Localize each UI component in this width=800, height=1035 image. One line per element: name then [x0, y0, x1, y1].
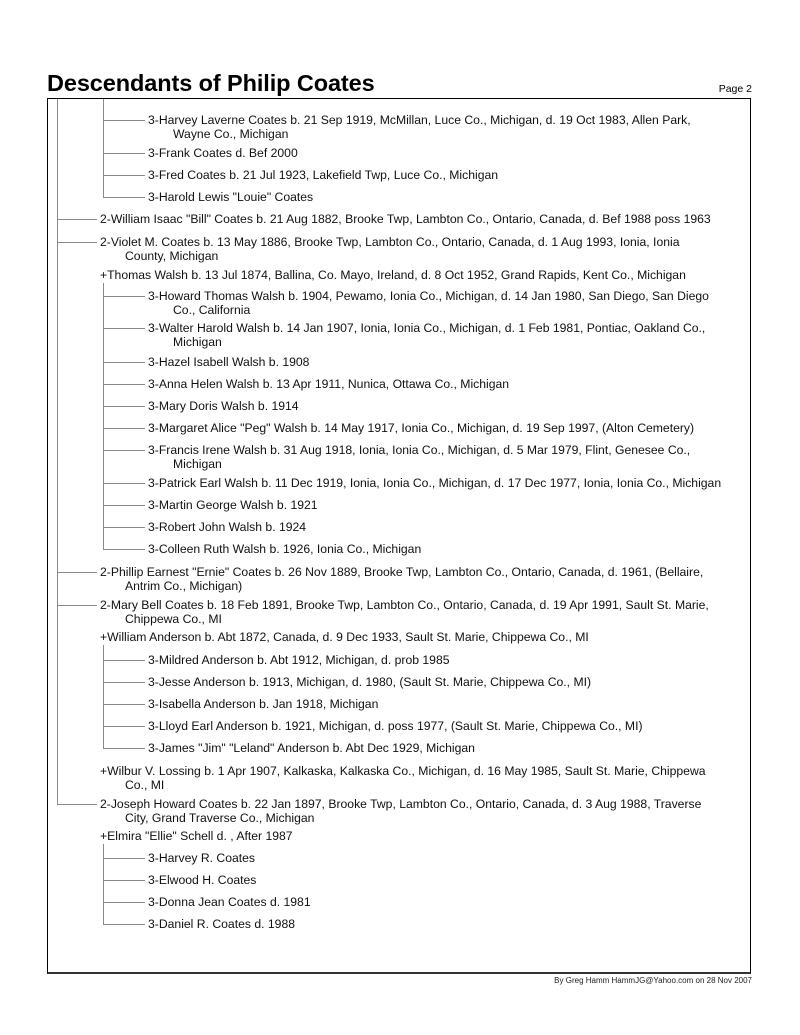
entry-continuation-line: Chippewa Co., MI — [125, 612, 222, 626]
entry-line: 3-Lloyd Earl Anderson b. 1921, Michigan, d. poss 1977, (Sault St. Marie, Chippewa Co., MI) — [148, 719, 643, 733]
descendant-entry-gen-3 — [148, 443, 690, 471]
descendant-entry-gen-2 — [100, 235, 680, 263]
entry-line: 2-Violet M. Coates b. 13 May 1886, Brooke Twp, Lambton Co., Ontario, Canada, d. 1 Aug 1993, Ionia, Ionia — [100, 235, 680, 249]
entry-line: 3-Francis Irene Walsh b. 31 Aug 1918, Ionia, Ionia Co., Michigan, d. 5 Mar 1979, Flint, Genesee Co., — [148, 443, 691, 457]
tree-connector — [103, 924, 145, 925]
entry-line: 3-Walter Harold Walsh b. 14 Jan 1907, Ionia, Ionia Co., Michigan, d. 1 Feb 1981, Pontiac, Oakland Co., — [148, 321, 706, 335]
tree-connector — [103, 328, 145, 329]
descendant-entry-gen-2 — [100, 797, 701, 825]
descendant-entry-gen-3 — [148, 421, 694, 435]
descendant-entry-gen-3 — [148, 873, 256, 887]
tree-line-generation-2 — [103, 844, 104, 924]
entry-line: 3-Donna Jean Coates d. 1981 — [148, 895, 311, 909]
entry-line: 3-James "Jim" "Leland" Anderson b. Abt Dec 1929, Michigan — [148, 741, 475, 755]
tree-connector — [103, 527, 145, 528]
descendant-entry-gen-3 — [148, 851, 255, 865]
descendant-entry-gen-3 — [148, 741, 475, 755]
descendant-entry-gen-3 — [148, 498, 318, 512]
descendant-entry-gen-3 — [148, 190, 313, 204]
entry-line: 3-Jesse Anderson b. 1913, Michigan, d. 1980, (Sault St. Marie, Chippewa Co., MI) — [148, 675, 592, 689]
entry-line: 3-Patrick Earl Walsh b. 11 Dec 1919, Ionia, Ionia Co., Michigan, d. 17 Dec 1977, Ionia, Ionia Co., Michigan — [148, 476, 722, 490]
descendant-entry-gen-3 — [148, 113, 691, 141]
entry-continuation-line: Wayne Co., Michigan — [173, 127, 289, 141]
tree-connector — [103, 748, 145, 749]
descendant-entry-gen-2 — [100, 212, 711, 226]
tree-line-generation-2 — [103, 283, 104, 549]
entry-line: +Wilbur V. Lossing b. 1 Apr 1907, Kalkaska, Kalkaska Co., Michigan, d. 16 May 1985, Sault St. Marie, Chippewa — [100, 764, 706, 778]
tree-connector — [103, 682, 145, 683]
descendant-entry-gen-3 — [148, 542, 421, 556]
tree-connector — [103, 120, 145, 121]
tree-connector — [103, 197, 145, 198]
entry-line: 2-Joseph Howard Coates b. 22 Jan 1897, Brooke Twp, Lambton Co., Ontario, Canada, d. 3 Aug 1988, Traverse — [100, 797, 702, 811]
tree-connector — [103, 660, 145, 661]
descendant-entry-gen-3 — [148, 520, 306, 534]
tree-connector — [103, 858, 145, 859]
descendant-entry-gen-3 — [148, 895, 311, 909]
tree-connector — [57, 219, 97, 220]
tree-connector — [103, 450, 145, 451]
entry-continuation-line: Michigan — [173, 457, 222, 471]
entry-line: 3-Daniel R. Coates d. 1988 — [148, 917, 296, 931]
tree-connector — [103, 153, 145, 154]
entry-line: 3-Martin George Walsh b. 1921 — [148, 498, 318, 512]
tree-line-generation-2 — [103, 99, 104, 197]
tree-connector — [103, 483, 145, 484]
descendant-entry-gen-3 — [148, 289, 709, 317]
entry-line: 3-Isabella Anderson b. Jan 1918, Michigan — [148, 697, 379, 711]
entry-line: +Elmira "Ellie" Schell d. , After 1987 — [100, 829, 293, 843]
tree-connector — [103, 406, 145, 407]
entry-line: 3-Frank Coates d. Bef 2000 — [148, 146, 298, 160]
descendant-entry-gen-3 — [148, 146, 298, 160]
tree-connector — [57, 605, 97, 606]
tree-connector — [57, 804, 97, 805]
spouse-entry — [100, 764, 706, 792]
entry-line: 3-Mildred Anderson b. Abt 1912, Michigan, d. prob 1985 — [148, 653, 450, 667]
entry-line: 3-Howard Thomas Walsh b. 1904, Pewamo, Ionia Co., Michigan, d. 14 Jan 1980, San Diego, San Diego — [148, 289, 709, 303]
entry-line: +Thomas Walsh b. 13 Jul 1874, Ballina, Co. Mayo, Ireland, d. 8 Oct 1952, Grand Rapids, Kent Co., Michigan — [100, 268, 686, 282]
entry-line: 3-Harvey Laverne Coates b. 21 Sep 1919, McMillan, Luce Co., Michigan, d. 19 Oct 1983, Allen Park, — [148, 113, 691, 127]
entry-line: 3-Fred Coates b. 21 Jul 1923, Lakefield Twp, Luce Co., Michigan — [148, 168, 499, 182]
descendant-entry-gen-3 — [148, 697, 378, 711]
descendant-entry-gen-2 — [100, 565, 703, 593]
tree-connector — [103, 296, 145, 297]
spouse-entry — [100, 268, 686, 282]
tree-connector — [103, 505, 145, 506]
entry-line: 3-Hazel Isabell Walsh b. 1908 — [148, 355, 310, 369]
tree-connector — [103, 704, 145, 705]
spouse-entry — [100, 630, 589, 644]
entry-line: 3-Robert John Walsh b. 1924 — [148, 520, 307, 534]
entry-line: 3-Colleen Ruth Walsh b. 1926, Ionia Co., Michigan — [148, 542, 422, 556]
tree-connector — [57, 572, 97, 573]
entry-continuation-line: County, Michigan — [125, 249, 219, 263]
descendant-entry-gen-3 — [148, 719, 643, 733]
descendant-entry-gen-3 — [148, 653, 450, 667]
entry-continuation-line: Co., California — [173, 303, 251, 317]
entry-line: 3-Harold Lewis "Louie" Coates — [148, 190, 314, 204]
tree-connector — [103, 384, 145, 385]
entry-continuation-line: Co., MI — [125, 778, 165, 792]
entry-line: +William Anderson b. Abt 1872, Canada, d. 9 Dec 1933, Sault St. Marie, Chippewa Co., MI — [100, 630, 589, 644]
tree-connector — [103, 175, 145, 176]
tree-connector — [103, 902, 145, 903]
descendant-entry-gen-3 — [148, 377, 509, 391]
entry-line: 2-Mary Bell Coates b. 18 Feb 1891, Brooke Twp, Lambton Co., Ontario, Canada, d. 19 Apr 1991, Sault St. Marie, — [100, 598, 709, 612]
descendant-entry-gen-2 — [100, 598, 709, 626]
footer-credit: By Greg Hamm HammJG@Yahoo.com on 28 Nov 2007 — [554, 976, 752, 985]
tree-connector — [57, 242, 97, 243]
tree-connector — [103, 726, 145, 727]
descendant-entry-gen-3 — [148, 321, 705, 349]
descendant-entry-gen-3 — [148, 355, 309, 369]
entry-continuation-line: Michigan — [173, 335, 222, 349]
tree-line-generation-1 — [57, 99, 58, 804]
entry-line: 3-Margaret Alice "Peg" Walsh b. 14 May 1917, Ionia Co., Michigan, d. 19 Sep 1997, (Alton Cemetery) — [148, 421, 695, 435]
tree-connector — [103, 362, 145, 363]
report-title: Descendants of Philip Coates — [47, 70, 375, 96]
entry-line: 3-Anna Helen Walsh b. 13 Apr 1911, Nunica, Ottawa Co., Michigan — [148, 377, 510, 391]
tree-connector — [103, 880, 145, 881]
entry-line: 3-Mary Doris Walsh b. 1914 — [148, 399, 299, 413]
descendant-entry-gen-3 — [148, 476, 721, 490]
entry-line: 2-Phillip Earnest "Ernie" Coates b. 26 Nov 1889, Brooke Twp, Lambton Co., Ontario, Canada, d. 1961, (Bellaire, — [100, 565, 704, 579]
descendant-entry-gen-3 — [148, 168, 498, 182]
tree-connector — [103, 549, 145, 550]
entry-continuation-line: City, Grand Traverse Co., Michigan — [125, 811, 315, 825]
entry-line: 2-William Isaac "Bill" Coates b. 21 Aug 1882, Brooke Twp, Lambton Co., Ontario, Canada, d. Bef 1988 poss 1963 — [100, 212, 711, 226]
descendant-entry-gen-3 — [148, 399, 299, 413]
page-number: Page 2 — [718, 83, 752, 95]
entry-continuation-line: Antrim Co., Michigan) — [125, 579, 243, 593]
spouse-entry — [100, 829, 293, 843]
tree-connector — [103, 428, 145, 429]
descendant-entry-gen-3 — [148, 917, 295, 931]
entry-line: 3-Elwood H. Coates — [148, 873, 257, 887]
entry-line: 3-Harvey R. Coates — [148, 851, 256, 865]
descendant-entry-gen-3 — [148, 675, 591, 689]
